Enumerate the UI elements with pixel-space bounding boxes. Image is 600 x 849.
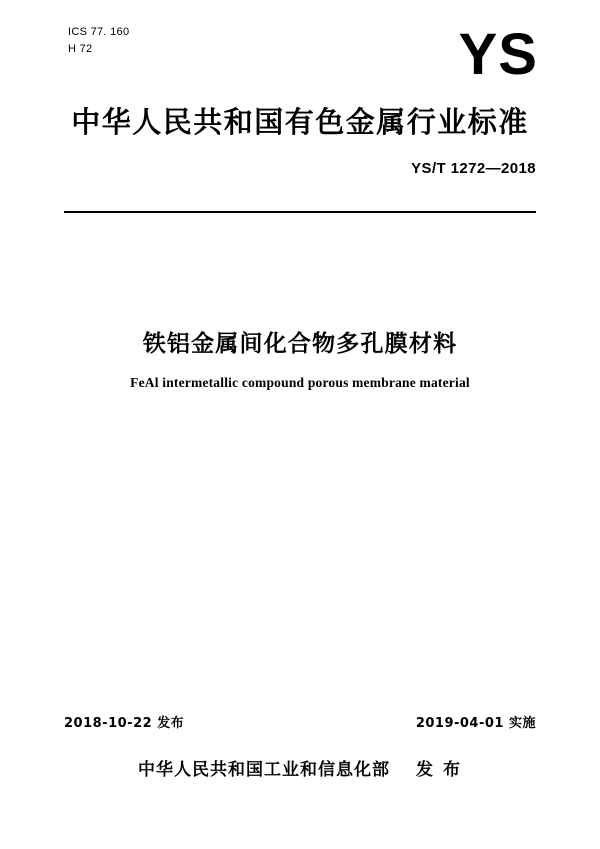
ys-emblem: YS xyxy=(458,22,538,87)
issuing-authority xyxy=(0,755,600,780)
issuer-name: 中华人民共和国工业和信息化部 xyxy=(138,760,391,780)
issue-date: 2018-10-22 发布 xyxy=(64,716,185,731)
implementation-date: 2019-04-01 实施 xyxy=(415,716,536,731)
class-code: H 72 xyxy=(68,43,93,55)
document-title-chinese: 铁铝金属间化合物多孔膜材料 xyxy=(142,331,458,357)
standard-number: YS/T 1272—2018 xyxy=(411,160,536,177)
issuer-verb: 发 布 xyxy=(416,760,462,780)
header-divider xyxy=(64,211,536,213)
classification-codes xyxy=(68,24,129,58)
document-title-english: FeAl intermetallic compound porous membrane material xyxy=(130,375,470,390)
standard-series-title: 中华人民共和国有色金属行业标准 xyxy=(71,105,529,139)
date-row xyxy=(64,712,536,731)
ics-code: ICS 77. 160 xyxy=(68,26,130,38)
